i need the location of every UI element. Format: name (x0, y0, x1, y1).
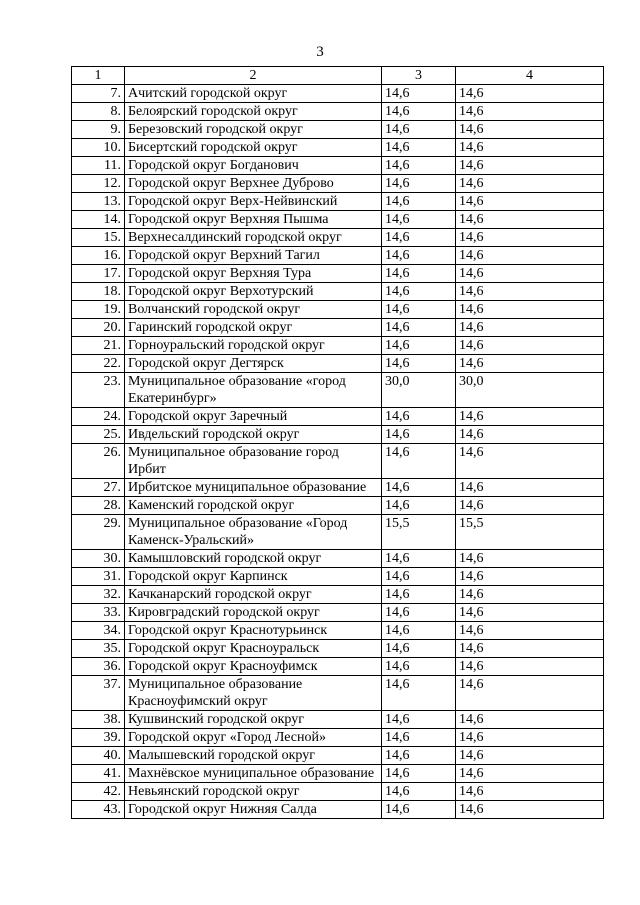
row-number-cell: 9. (72, 121, 125, 139)
municipality-name-cell: Камышловский городской округ (125, 550, 382, 568)
column-3-value-cell: 14,6 (382, 229, 456, 247)
municipality-name-cell: Городской округ Верхний Тагил (125, 247, 382, 265)
column-3-value-cell: 14,6 (382, 283, 456, 301)
page-number: 3 (316, 44, 324, 60)
table-row (72, 479, 604, 497)
table-row (72, 426, 604, 444)
table-row (72, 373, 604, 408)
table-row (72, 301, 604, 319)
municipality-name-cell: Качканарский городской округ (125, 586, 382, 604)
column-4-value-cell: 14,6 (456, 604, 604, 622)
table-row (72, 568, 604, 586)
municipality-name-cell: Малышевский городской округ (125, 747, 382, 765)
municipality-name-cell: Бисертский городской округ (125, 139, 382, 157)
table-row (72, 211, 604, 229)
municipality-name-cell: Городской округ Красноуфимск (125, 658, 382, 676)
row-number-cell: 24. (72, 408, 125, 426)
municipality-name-cell: Муниципальное образование «город Екатеринбург» (125, 373, 382, 408)
table-row (72, 319, 604, 337)
column-3-value-cell: 14,6 (382, 157, 456, 175)
column-4-value-cell: 14,6 (456, 193, 604, 211)
row-number-cell: 30. (72, 550, 125, 568)
row-number-cell: 42. (72, 783, 125, 801)
municipality-name-cell: Городской округ Заречный (125, 408, 382, 426)
column-4-value-cell: 14,6 (456, 658, 604, 676)
column-header-2: 2 (125, 67, 382, 85)
column-3-value-cell: 14,6 (382, 211, 456, 229)
column-3-value-cell: 14,6 (382, 139, 456, 157)
row-number-cell: 11. (72, 157, 125, 175)
table-row (72, 550, 604, 568)
column-3-value-cell: 14,6 (382, 765, 456, 783)
table-row (72, 729, 604, 747)
table-row (72, 283, 604, 301)
municipality-name-cell: Городской округ Верхняя Пышма (125, 211, 382, 229)
municipality-name-cell: Гаринский городской округ (125, 319, 382, 337)
column-4-value-cell: 14,6 (456, 747, 604, 765)
column-3-value-cell: 14,6 (382, 103, 456, 121)
table-row (72, 121, 604, 139)
column-3-value-cell: 14,6 (382, 729, 456, 747)
column-4-value-cell: 14,6 (456, 337, 604, 355)
table-row (72, 103, 604, 121)
column-4-value-cell: 14,6 (456, 157, 604, 175)
column-4-value-cell: 14,6 (456, 801, 604, 819)
row-number-cell: 26. (72, 444, 125, 479)
municipality-name-cell: Городской округ Богданович (125, 157, 382, 175)
column-header-1: 1 (72, 67, 125, 85)
municipality-name-cell: Невьянский городской округ (125, 783, 382, 801)
column-4-value-cell: 14,6 (456, 729, 604, 747)
row-number-cell: 41. (72, 765, 125, 783)
row-number-cell: 25. (72, 426, 125, 444)
column-4-value-cell: 14,6 (456, 765, 604, 783)
table-row (72, 497, 604, 515)
column-3-value-cell: 14,6 (382, 337, 456, 355)
column-4-value-cell: 14,6 (456, 103, 604, 121)
municipality-name-cell: Горноуральский городской округ (125, 337, 382, 355)
row-number-cell: 13. (72, 193, 125, 211)
row-number-cell: 32. (72, 586, 125, 604)
column-3-value-cell: 14,6 (382, 783, 456, 801)
column-3-value-cell: 14,6 (382, 479, 456, 497)
column-4-value-cell: 14,6 (456, 444, 604, 479)
column-3-value-cell: 14,6 (382, 121, 456, 139)
row-number-cell: 27. (72, 479, 125, 497)
column-header-3: 3 (382, 67, 456, 85)
column-4-value-cell: 14,6 (456, 479, 604, 497)
table-header-row (72, 67, 604, 85)
row-number-cell: 35. (72, 640, 125, 658)
municipality-name-cell: Муниципальное образование «Город Каменск-Уральский» (125, 515, 382, 550)
row-number-cell: 43. (72, 801, 125, 819)
table-row (72, 139, 604, 157)
table-row (72, 586, 604, 604)
row-number-cell: 37. (72, 676, 125, 711)
column-4-value-cell: 14,6 (456, 355, 604, 373)
column-3-value-cell: 14,6 (382, 747, 456, 765)
column-4-value-cell: 14,6 (456, 229, 604, 247)
column-4-value-cell: 14,6 (456, 408, 604, 426)
column-4-value-cell: 14,6 (456, 301, 604, 319)
column-3-value-cell: 14,6 (382, 586, 456, 604)
municipality-name-cell: Городской округ Карпинск (125, 568, 382, 586)
column-4-value-cell: 14,6 (456, 85, 604, 103)
column-3-value-cell: 14,6 (382, 676, 456, 711)
row-number-cell: 17. (72, 265, 125, 283)
column-4-value-cell: 14,6 (456, 640, 604, 658)
municipality-name-cell: Березовский городской округ (125, 121, 382, 139)
table-row (72, 640, 604, 658)
column-3-value-cell: 14,6 (382, 604, 456, 622)
row-number-cell: 38. (72, 711, 125, 729)
column-4-value-cell: 14,6 (456, 622, 604, 640)
row-number-cell: 12. (72, 175, 125, 193)
column-4-value-cell: 14,6 (456, 121, 604, 139)
municipality-name-cell: Каменский городской округ (125, 497, 382, 515)
column-3-value-cell: 14,6 (382, 85, 456, 103)
column-4-value-cell: 14,6 (456, 550, 604, 568)
column-3-value-cell: 14,6 (382, 408, 456, 426)
table-row (72, 765, 604, 783)
column-3-value-cell: 14,6 (382, 711, 456, 729)
column-4-value-cell: 14,6 (456, 319, 604, 337)
allocation-table (71, 66, 604, 819)
column-3-value-cell: 14,6 (382, 497, 456, 515)
table-row (72, 337, 604, 355)
column-4-value-cell: 14,6 (456, 783, 604, 801)
municipality-name-cell: Белоярский городской округ (125, 103, 382, 121)
table-row (72, 658, 604, 676)
column-3-value-cell: 30,0 (382, 373, 456, 408)
municipality-name-cell: Городской округ Верхняя Тура (125, 265, 382, 283)
municipality-name-cell: Волчанский городской округ (125, 301, 382, 319)
municipality-name-cell: Городской округ Краснотурьинск (125, 622, 382, 640)
table-row (72, 355, 604, 373)
column-3-value-cell: 14,6 (382, 426, 456, 444)
municipality-name-cell: Городской округ Верхотурский (125, 283, 382, 301)
column-3-value-cell: 14,6 (382, 444, 456, 479)
row-number-cell: 19. (72, 301, 125, 319)
table-row (72, 444, 604, 479)
table-row (72, 265, 604, 283)
table-row (72, 229, 604, 247)
column-4-value-cell: 14,6 (456, 568, 604, 586)
municipality-name-cell: Кировградский городской округ (125, 604, 382, 622)
municipality-name-cell: Городской округ Дегтярск (125, 355, 382, 373)
municipality-name-cell: Ачитский городской округ (125, 85, 382, 103)
column-4-value-cell: 14,6 (456, 175, 604, 193)
row-number-cell: 7. (72, 85, 125, 103)
municipality-name-cell: Ивдельский городской округ (125, 426, 382, 444)
column-4-value-cell: 30,0 (456, 373, 604, 408)
row-number-cell: 16. (72, 247, 125, 265)
column-4-value-cell: 14,6 (456, 676, 604, 711)
column-3-value-cell: 14,6 (382, 550, 456, 568)
table-row (72, 85, 604, 103)
municipality-name-cell: Верхнесалдинский городской округ (125, 229, 382, 247)
column-4-value-cell: 14,6 (456, 586, 604, 604)
column-4-value-cell: 14,6 (456, 139, 604, 157)
row-number-cell: 31. (72, 568, 125, 586)
municipality-name-cell: Муниципальное образование Красноуфимский округ (125, 676, 382, 711)
municipality-name-cell: Махнёвское муниципальное образование (125, 765, 382, 783)
table-row (72, 157, 604, 175)
row-number-cell: 14. (72, 211, 125, 229)
table-body (72, 67, 604, 819)
table-row (72, 676, 604, 711)
row-number-cell: 29. (72, 515, 125, 550)
column-3-value-cell: 14,6 (382, 247, 456, 265)
column-3-value-cell: 14,6 (382, 640, 456, 658)
column-3-value-cell: 15,5 (382, 515, 456, 550)
table-row (72, 408, 604, 426)
column-3-value-cell: 14,6 (382, 801, 456, 819)
column-4-value-cell: 14,6 (456, 283, 604, 301)
municipality-name-cell: Городской округ Нижняя Салда (125, 801, 382, 819)
row-number-cell: 21. (72, 337, 125, 355)
row-number-cell: 8. (72, 103, 125, 121)
table-row (72, 193, 604, 211)
table-row (72, 783, 604, 801)
column-3-value-cell: 14,6 (382, 568, 456, 586)
municipality-name-cell: Городской округ Красноуральск (125, 640, 382, 658)
column-3-value-cell: 14,6 (382, 193, 456, 211)
row-number-cell: 10. (72, 139, 125, 157)
column-4-value-cell: 14,6 (456, 426, 604, 444)
table-row (72, 175, 604, 193)
row-number-cell: 15. (72, 229, 125, 247)
column-4-value-cell: 14,6 (456, 265, 604, 283)
municipality-name-cell: Муниципальное образование город Ирбит (125, 444, 382, 479)
table-row (72, 711, 604, 729)
column-4-value-cell: 15,5 (456, 515, 604, 550)
municipality-name-cell: Городской округ Верхнее Дуброво (125, 175, 382, 193)
row-number-cell: 36. (72, 658, 125, 676)
table-row (72, 604, 604, 622)
column-3-value-cell: 14,6 (382, 658, 456, 676)
municipality-name-cell: Городской округ Верх-Нейвинский (125, 193, 382, 211)
row-number-cell: 28. (72, 497, 125, 515)
column-3-value-cell: 14,6 (382, 175, 456, 193)
row-number-cell: 33. (72, 604, 125, 622)
row-number-cell: 20. (72, 319, 125, 337)
column-4-value-cell: 14,6 (456, 711, 604, 729)
column-4-value-cell: 14,6 (456, 211, 604, 229)
row-number-cell: 18. (72, 283, 125, 301)
column-3-value-cell: 14,6 (382, 265, 456, 283)
municipality-name-cell: Ирбитское муниципальное образование (125, 479, 382, 497)
table-row (72, 515, 604, 550)
row-number-cell: 34. (72, 622, 125, 640)
table-row (72, 247, 604, 265)
table-row (72, 801, 604, 819)
row-number-cell: 22. (72, 355, 125, 373)
column-3-value-cell: 14,6 (382, 355, 456, 373)
row-number-cell: 23. (72, 373, 125, 408)
row-number-cell: 39. (72, 729, 125, 747)
table-row (72, 622, 604, 640)
column-4-value-cell: 14,6 (456, 247, 604, 265)
column-3-value-cell: 14,6 (382, 622, 456, 640)
column-3-value-cell: 14,6 (382, 319, 456, 337)
municipality-name-cell: Кушвинский городской округ (125, 711, 382, 729)
column-3-value-cell: 14,6 (382, 301, 456, 319)
table-row (72, 747, 604, 765)
column-4-value-cell: 14,6 (456, 497, 604, 515)
column-header-4: 4 (456, 67, 604, 85)
municipality-name-cell: Городской округ «Город Лесной» (125, 729, 382, 747)
row-number-cell: 40. (72, 747, 125, 765)
